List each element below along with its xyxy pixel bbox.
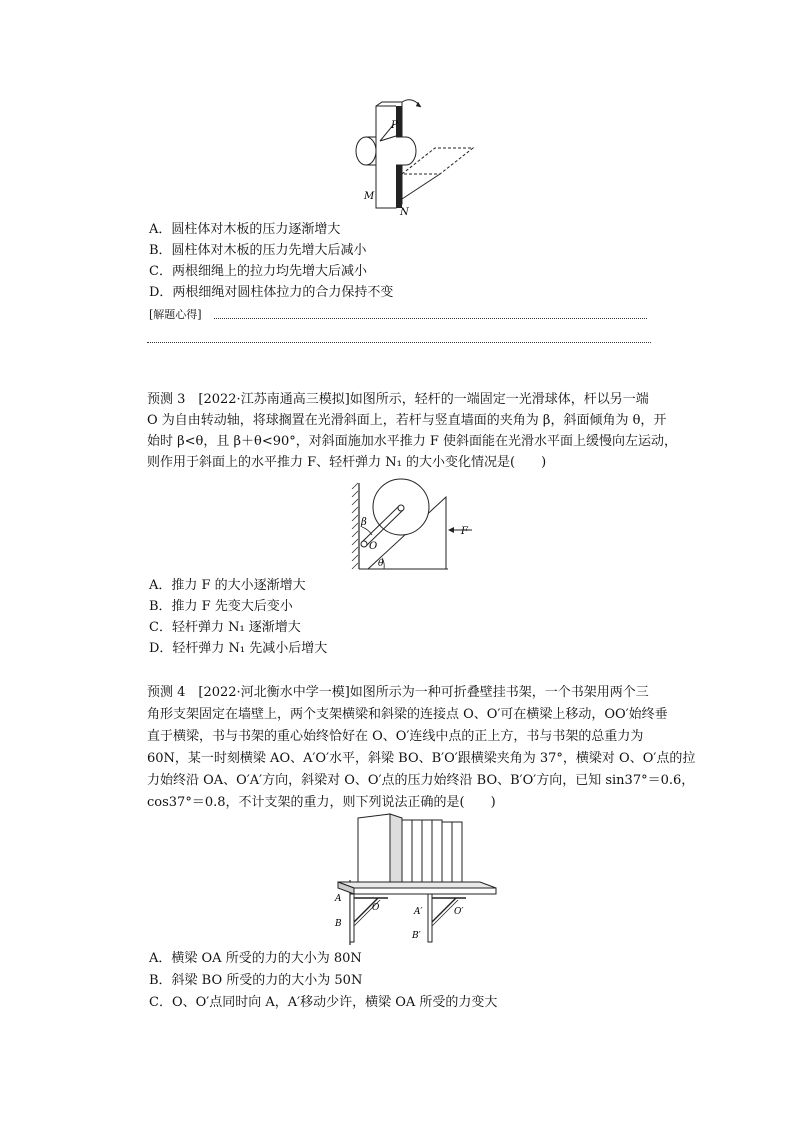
cylinder-board-figure <box>340 96 490 221</box>
q4-option-a: A．横梁 OA 所受的力的大小为 80N <box>149 951 362 966</box>
label-b-prime: B′ <box>412 931 421 941</box>
label-theta: θ <box>378 559 384 569</box>
label-a: A <box>335 894 342 904</box>
label-o: O <box>369 541 378 552</box>
q3-option-a: A．推力 F 的大小逐渐增大 <box>149 578 306 593</box>
q3-line-1: 预测 3 [2022·江苏南通高三模拟]如图所示，轻杆的一端固定一光滑球体，杆以另一端 <box>147 392 649 407</box>
q2-option-a: A．圆柱体对木板的压力逐渐增大 <box>149 222 341 237</box>
q4-line-5: 力始终沿 OA、O′A′方向，斜梁对 O、O′点的压力始终沿 BO、B′O′方向，已知 sin37°＝0.6， <box>147 773 695 788</box>
label-n: N <box>400 207 409 218</box>
label-o-prime: O′ <box>454 907 464 917</box>
q3-line-4: 则作用于斜面上的水平推力 F、轻杆弹力 N₁ 的大小变化情况是( ) <box>147 455 547 470</box>
q4-option-c: C．O、O′点同时向 A，A′移动少许，横梁 OA 所受的力变大 <box>149 995 498 1010</box>
label-a-prime: A′ <box>414 907 423 917</box>
bookshelf-figure <box>330 810 500 945</box>
q3-option-d: D．轻杆弹力 N₁ 先减小后增大 <box>149 641 328 656</box>
q2-option-d: D．两根细绳对圆柱体拉力的合力保持不变 <box>149 285 394 300</box>
notes-line-2 <box>147 342 651 343</box>
label-b: B <box>335 919 342 929</box>
q4-line-4: 60N，某一时刻横梁 AO、A′O′水平，斜梁 BO、B′O′跟横梁夹角为 37°，横梁对 O、O′点的拉 <box>147 751 696 766</box>
sphere-incline-figure <box>348 475 478 575</box>
label-p: P <box>391 120 398 131</box>
notes-label: [解题心得] <box>149 308 202 321</box>
q3-option-c: C．轻杆弹力 N₁ 逐渐增大 <box>149 620 301 635</box>
q4-line-2: 角形支架固定在墙壁上，两个支架横梁和斜梁的连接点 O、O′可在横梁上移动，OO′始终垂 <box>147 707 668 722</box>
q2-option-c: C．两根细绳上的拉力均先增大后减小 <box>149 264 367 279</box>
q2-option-b: B．圆柱体对木板的压力先增大后减小 <box>149 243 367 258</box>
label-m: M <box>364 191 375 202</box>
q3-line-3: 始时 β<θ，且 β＋θ<90°，对斜面施加水平推力 F 使斜面能在光滑水平面上缓慢向左运动， <box>147 434 678 449</box>
q4-line-1: 预测 4 [2022·河北衡水中学一模]如图所示为一种可折叠壁挂书架，一个书架用两个三 <box>147 685 649 700</box>
q4-option-b: B．斜梁 BO 所受的力的大小为 50N <box>149 973 363 988</box>
q4-line-3: 直于横梁，书与书架的重心始终恰好在 O、O′连线中点的正上方，书与书架的总重力为 <box>147 729 644 744</box>
label-beta: β <box>361 517 367 528</box>
notes-line-1 <box>214 318 647 319</box>
q3-line-2: O 为自由转动轴，将球搁置在光滑斜面上，若杆与竖直墙面的夹角为 β，斜面倾角为 θ，开 <box>147 413 667 428</box>
label-f: F <box>461 526 468 537</box>
q4-line-6: cos37°＝0.8，不计支架的重力，则下列说法正确的是( ) <box>147 795 496 810</box>
q3-option-b: B．推力 F 先变大后变小 <box>149 599 293 614</box>
label-o: O <box>372 903 380 913</box>
